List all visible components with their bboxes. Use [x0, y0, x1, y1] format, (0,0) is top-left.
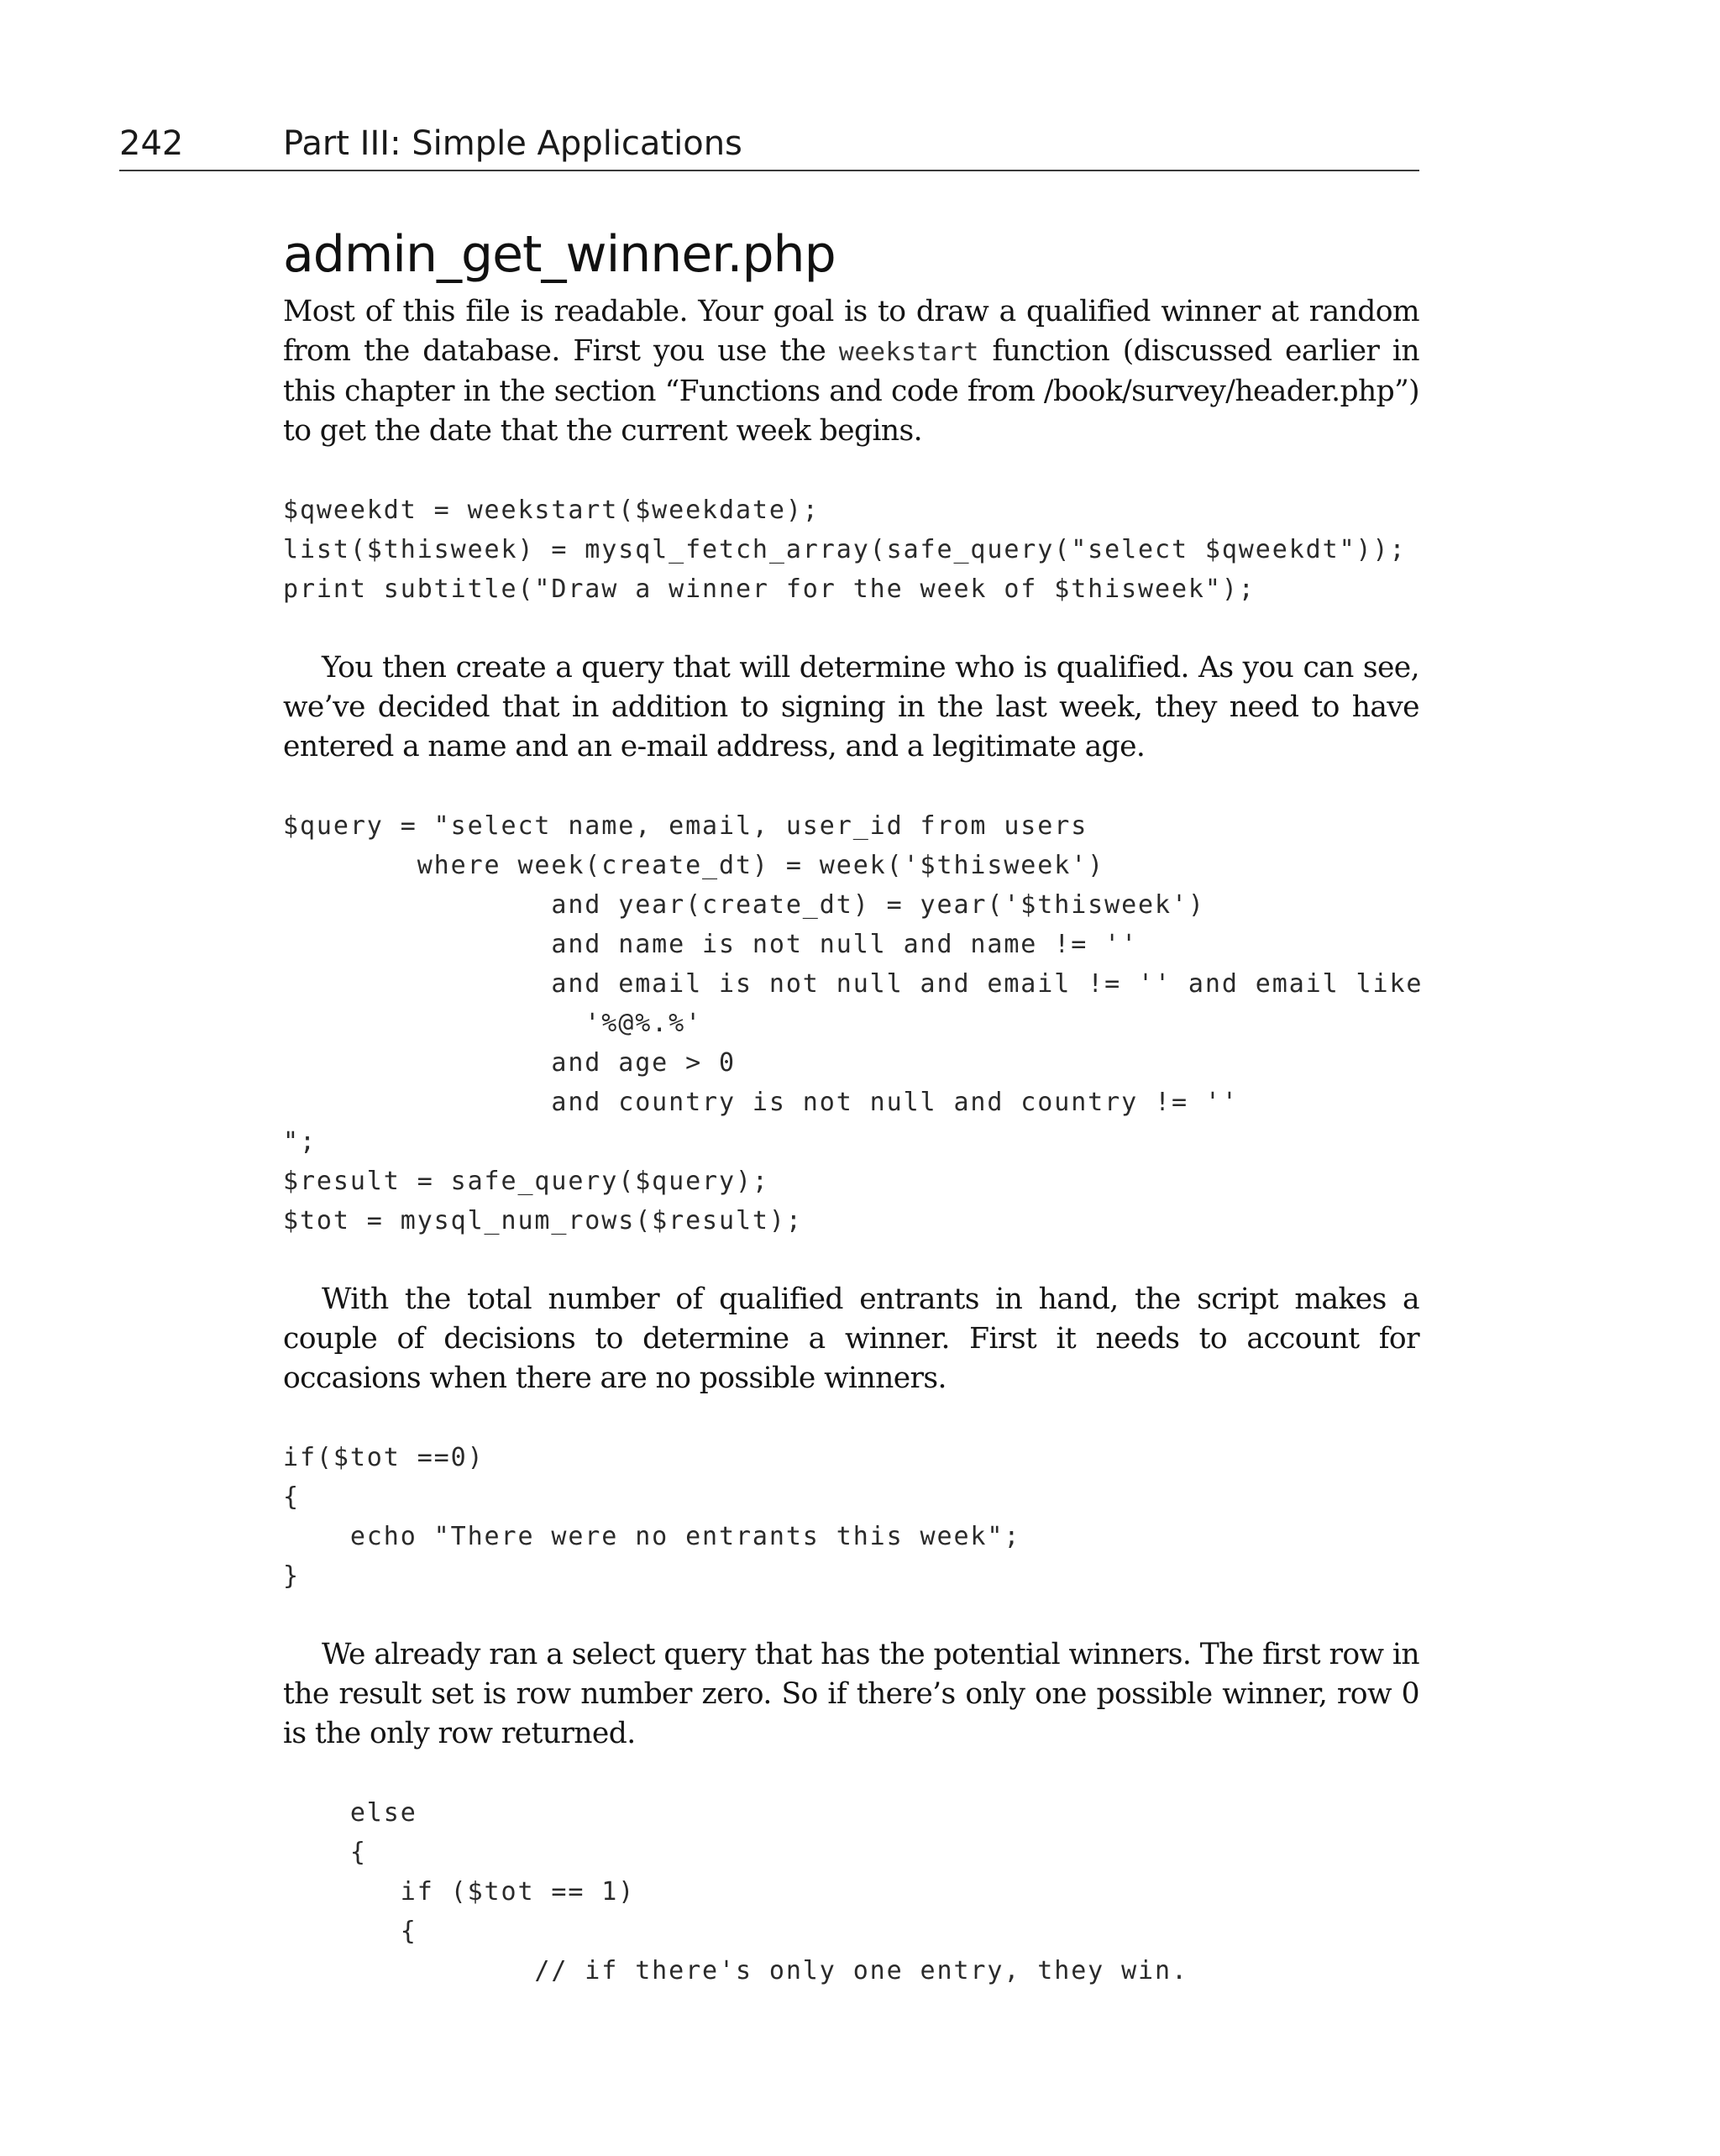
paragraph-total-entrants: With the total number of qualified entrants in hand, the script makes a couple of decisions to determine a winner. First it needs to account for occasions when there are no possible winners. [283, 1283, 1419, 1395]
running-head-title: Part III: Simple Applications [283, 124, 742, 163]
code-line: print subtitle("Draw a winner for the week of $thisweek"); [283, 574, 1256, 604]
paragraph-intro-text-end: function (discussed earlier in this chapter in the section “Functions and code from /book/survey/header.php”) to get the date that the current week begins. [283, 334, 1419, 448]
code-line: } [283, 1561, 300, 1591]
code-block-query [283, 806, 1424, 1241]
code-line: $result = safe_query($query); [283, 1167, 769, 1196]
code-line: and age > 0 [283, 1048, 736, 1078]
code-line: '%@%.%' [283, 1009, 703, 1038]
paragraph-intro [283, 292, 1419, 451]
paragraph-qualified-query: You then create a query that will determine who is qualified. As you can see, we’ve decided that in addition to signing in the last week, they need to have entered a name and an e-mail address, and a legitimate age. [283, 651, 1419, 763]
code-line: // if there's only one entry, they win. [283, 1956, 1188, 1986]
code-line: $query = "select name, email, user_id from users [283, 811, 1088, 841]
code-block-single-winner [283, 1793, 1419, 1991]
paragraph-intro-text-start: Most of this file is readable. Your goal is to draw a qualified winner at random from the database. First you use the [283, 295, 1419, 368]
code-line: and country is not null and country != '' [283, 1088, 1239, 1117]
code-line: list($thisweek) = mysql_fetch_array(safe_query("select $qweekdt")); [283, 535, 1407, 564]
code-line: $qweekdt = weekstart($weekdate); [283, 496, 820, 525]
code-line: { [283, 1838, 367, 1867]
code-line: and name is not null and name != '' [283, 930, 1139, 959]
code-line: if ($tot == 1) [283, 1877, 636, 1907]
page-body [283, 217, 1424, 1991]
code-line: "; [283, 1127, 317, 1157]
code-line: $tot = mysql_num_rows($result); [283, 1206, 803, 1235]
code-line: and email is not null and email != '' and email like [283, 969, 1424, 999]
paragraph-row-zero: We already ran a select query that has the potential winners. The first row in the result set is row number zero. So if there’s only one possible winner, row 0 is the only row returned. [283, 1638, 1419, 1750]
code-line: { [283, 1917, 417, 1946]
code-line: and year(create_dt) = year('$thisweek') [283, 890, 1205, 920]
code-line: where week(create_dt) = week('$thisweek') [283, 851, 1105, 880]
page-number: 242 [119, 124, 184, 163]
code-line: { [283, 1482, 300, 1512]
code-line: if($tot ==0) [283, 1443, 485, 1472]
section-title: admin_get_winner.php [283, 225, 836, 284]
inline-code-weekstart: weekstart [838, 338, 979, 367]
running-header [119, 118, 1419, 171]
code-line: else [283, 1798, 417, 1828]
code-line: echo "There were no entrants this week"; [283, 1522, 1021, 1551]
code-block-no-entrants [283, 1438, 1419, 1596]
code-block-weekstart [283, 490, 1419, 609]
